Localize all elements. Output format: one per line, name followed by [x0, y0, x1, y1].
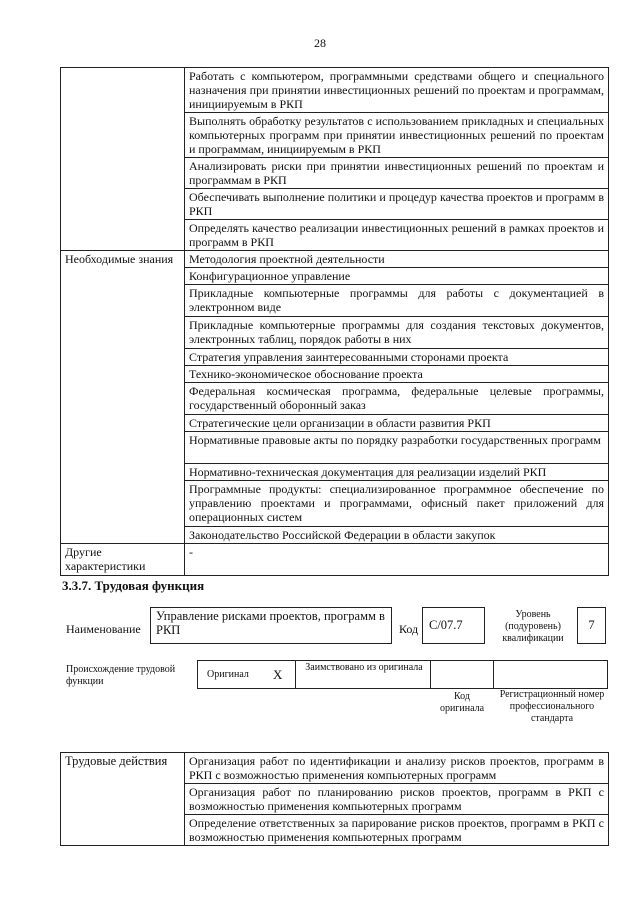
origin-divider-2: [430, 660, 431, 689]
knowledge-cell: Методология проектной деятельности: [185, 251, 609, 268]
other-label: Другие характеристики: [61, 544, 185, 576]
labor-actions-table: [60, 752, 609, 846]
origin-divider-1: [295, 660, 296, 689]
code-value-box: [422, 607, 485, 644]
knowledge-cell: Стратегические цели организации в области развития РКП: [185, 415, 609, 432]
code-label: Код: [399, 622, 419, 636]
labor-action-cell: Организация работ по планированию рисков проектов, программ в РКП с возможностью применения компьютерных программ: [185, 784, 609, 815]
labor-actions-label: Трудовые действия: [61, 753, 185, 846]
knowledge-cell: Стратегия управления заинтересованными сторонами проекта: [185, 349, 609, 366]
knowledge-cell: Прикладные компьютерные программы для создания текстовых документов, электронных таблиц, порядок работы в них: [185, 317, 609, 349]
skills-label-cell: [61, 68, 185, 251]
table-row: [61, 544, 609, 576]
page-number: 28: [314, 36, 326, 50]
table-row: [61, 68, 609, 113]
knowledge-cell: Прикладные компьютерные программы для работы с документацией в электронном виде: [185, 285, 609, 317]
skill-cell: Работать с компьютером, программными средствами общего и специального назначения при принятии инвестиционных решений по проектам и программам, инициируемым в РКП: [185, 68, 609, 113]
labor-action-cell: Определение ответственных за парирование рисков проектов, программ в РКП с возможностью применения компьютерных программ: [185, 815, 609, 846]
knowledge-cell: Программные продукты: специализированное программное обеспечение по управлению проектами и программами, офисный пакет приложений для операционных систем: [185, 481, 609, 527]
knowledge-cell: Конфигурационное управление: [185, 268, 609, 285]
knowledge-cell: Нормативные правовые акты по порядку разработки государственных программ: [185, 432, 609, 464]
orig-code-caption: Код оригинала: [439, 691, 485, 714]
name-value: Управление рисками проектов, программ в РКП: [156, 609, 385, 637]
knowledge-cell: Федеральная космическая программа, федеральные целевые программы, государственный оборонный заказ: [185, 383, 609, 415]
reg-number-caption: Регистрационный номер профессионального стандарта: [499, 689, 605, 724]
level-label: Уровень (подуровень) квалификации: [502, 609, 564, 644]
original-mark: X: [273, 667, 283, 682]
borrowed-label: Заимствовано из оригинала: [305, 662, 423, 673]
name-value-box: [150, 607, 392, 644]
code-value: C/07.7: [429, 618, 463, 632]
section-title: 3.3.7. Трудовая функция: [62, 578, 205, 593]
skill-cell: Выполнять обработку результатов с использованием прикладных и специальных компьютерных программ при принятии инвестиционных решений по проектам и программам, инициируемым в РКП: [185, 113, 609, 158]
level-value: 7: [588, 618, 595, 632]
labor-action-cell: Организация работ по идентификации и анализу рисков проектов, программ в РКП с возможностью применения компьютерных программ: [185, 753, 609, 784]
name-label: Наименование: [66, 622, 141, 636]
skill-cell: Анализировать риски при принятии инвестиционных решений по проектам и программам в РКП: [185, 158, 609, 189]
skill-cell: Обеспечивать выполнение политики и процедур качества проектов и программ в РКП: [185, 189, 609, 220]
skills-knowledge-table: [60, 67, 609, 576]
table-row: [61, 753, 609, 784]
origin-divider-3: [493, 660, 494, 689]
knowledge-cell: Нормативно-техническая документация для реализации изделий РКП: [185, 464, 609, 481]
knowledge-cell: Технико-экономическое обоснование проекта: [185, 366, 609, 383]
table-row: [61, 251, 609, 268]
origin-label: Происхождение трудовой функции: [66, 664, 176, 687]
skill-cell: Определять качество реализации инвестиционных решений в рамках проектов и программ в РКП: [185, 220, 609, 251]
knowledge-cell: Законодательство Российской Федерации в области закупок: [185, 527, 609, 544]
other-value: -: [185, 544, 609, 576]
original-label: Оригинал: [207, 669, 249, 680]
knowledge-label: Необходимые знания: [61, 251, 185, 544]
level-value-box: [577, 607, 606, 644]
